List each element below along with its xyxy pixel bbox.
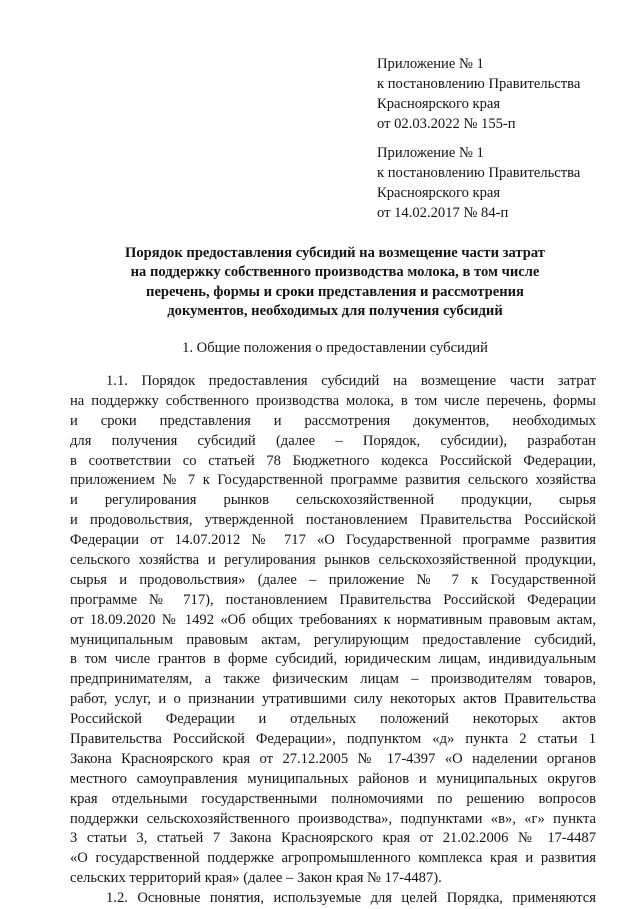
text-line: края отдельными государственными полномочиями по решению вопросов (70, 790, 596, 807)
title-line: Порядок предоставления субсидий на возмещение части затрат (125, 245, 545, 261)
title-line: перечень, формы и сроки представления и рассмотрения (146, 283, 524, 300)
text-line: работ, услуг, и о признании утратившими силу некоторых актов Правительства (70, 691, 596, 708)
text-line: сырья и продовольствия» (далее – приложение № 7 к Государственной (70, 571, 596, 588)
text-line: Правительства Российской Федерации», подпунктом «д» пункта 2 статьи 1 (70, 731, 596, 748)
text-line: 1.2. Основные понятия, используемые для целей Порядка, применяются (106, 890, 596, 907)
text-line: Федерации от 14.07.2012 № 717 «О Государственной программе развития (70, 532, 596, 549)
text-line: 1.1. Порядок предоставления субсидий на возмещение части затрат (106, 373, 596, 389)
text-line: на поддержку собственного производства молока, в том числе перечень, формы (70, 392, 596, 409)
text-line: местного самоуправления муниципальных районов и муниципальных округов (70, 770, 596, 787)
text-line: в том числе грантов в форме субсидий, юридическим лицам, индивидуальным (70, 651, 596, 668)
text-line: приложением № 7 к Государственной программе развития сельского хозяйства (70, 472, 596, 489)
text-line: и продовольствия, утвержденной постановлением Правительства Российской (70, 512, 596, 529)
appendix-line: от 02.03.2022 № 155-п (377, 116, 516, 132)
appendix-block-original (377, 143, 627, 223)
appendix-line: к постановлению Правительства (377, 165, 581, 181)
appendix-line: от 14.02.2017 № 84-п (377, 205, 509, 221)
paragraph-1-2 (70, 889, 596, 909)
text-line: 3 статьи 3, статьей 7 Закона Красноярского края от 21.02.2006 № 17-4487 (70, 830, 596, 847)
text-line: в соответствии со статьей 78 Бюджетного кодекса Российской Федерации, (70, 452, 596, 469)
text-line: Закона Красноярского края от 27.12.2005 № 17-4397 «О наделении органов (70, 750, 596, 767)
appendix-line: Приложение № 1 (377, 56, 484, 72)
text-line: сельских территорий края» (далее – Закон края № 17-4487). (70, 870, 442, 887)
text-line: «О государственной поддержке агропромышленного комплекса края и развития (70, 850, 596, 867)
text-line: поддержки сельскохозяйственного производства», подпунктами «в», «г» пункта (70, 810, 596, 827)
text-line: программе № 717), постановлением Правительства Российской Федерации (70, 591, 596, 608)
text-line: предпринимателям, а также физическим лицам – производителям товаров, (70, 671, 596, 688)
document-title (70, 244, 600, 322)
body-text (70, 372, 596, 909)
text-line: сельского хозяйства и регулирования рынков сельскохозяйственной продукции, (70, 552, 596, 569)
appendix-block-current (377, 54, 627, 134)
text-line: от 18.09.2020 № 1492 «Об общих требованиях к нормативным правовым актам, (70, 611, 596, 628)
section-heading: 1. Общие положения о предоставлении субсидий (182, 340, 488, 356)
appendix-line: Красноярского края (377, 185, 501, 201)
appendix-line: к постановлению Правительства (377, 76, 581, 92)
title-line: документов, необходимых для получения субсидий (167, 303, 503, 320)
text-line: муниципальным правовым актам, регулирующим предоставление субсидий, (70, 631, 596, 648)
title-line: на поддержку собственного производства молока, в том числе (130, 264, 540, 281)
appendix-line: Красноярского края (377, 96, 501, 112)
text-line: для получения субсидий (далее – Порядок, субсидии), разработан (70, 432, 596, 449)
appendix-line: Приложение № 1 (377, 145, 484, 161)
text-line: и регулирования рынков сельскохозяйственной продукции, сырья (70, 492, 596, 509)
text-line: Российской Федерации и отдельных положений некоторых актов (70, 711, 596, 728)
text-line: и сроки представления и рассмотрения документов, необходимых (70, 412, 596, 429)
paragraph-1-1 (70, 372, 596, 889)
